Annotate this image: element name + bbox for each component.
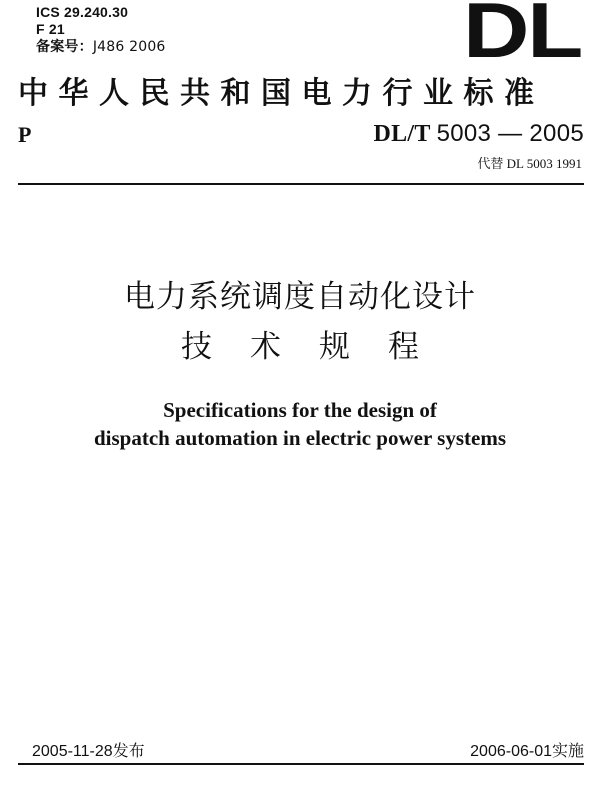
- standard-code: [373, 120, 584, 148]
- record-number: [36, 38, 166, 56]
- title-chinese-line-2: 技术规程: [181, 329, 457, 365]
- record-number-value: J486 2006: [92, 39, 166, 55]
- title-english-line-1: Specifications for the design of: [163, 398, 437, 422]
- dl-logo: DL: [463, 0, 581, 74]
- standard-code-number: 5003 — 2005: [436, 120, 584, 147]
- replaces-standard: 代替 DL 5003 1991: [477, 156, 582, 171]
- standard-code-prefix: DL/T: [373, 121, 431, 147]
- category-letter: P: [18, 122, 32, 147]
- issue-date: 2005-11-28发布: [32, 743, 145, 760]
- bottom-divider: [18, 763, 584, 765]
- top-divider: [18, 183, 584, 185]
- ics-code: ICS 29.240.30: [36, 4, 129, 20]
- effective-date: 2006-06-01实施: [470, 743, 584, 760]
- record-number-label: 备案号：: [36, 39, 93, 55]
- industry-standard-heading: 中华人民共和国电力行业标准: [18, 76, 545, 111]
- title-english-line-2: dispatch automation in electric power systems: [94, 426, 506, 450]
- classification-code: F 21: [36, 21, 65, 37]
- title-chinese-line-1: 电力系统调度自动化设计: [124, 279, 476, 315]
